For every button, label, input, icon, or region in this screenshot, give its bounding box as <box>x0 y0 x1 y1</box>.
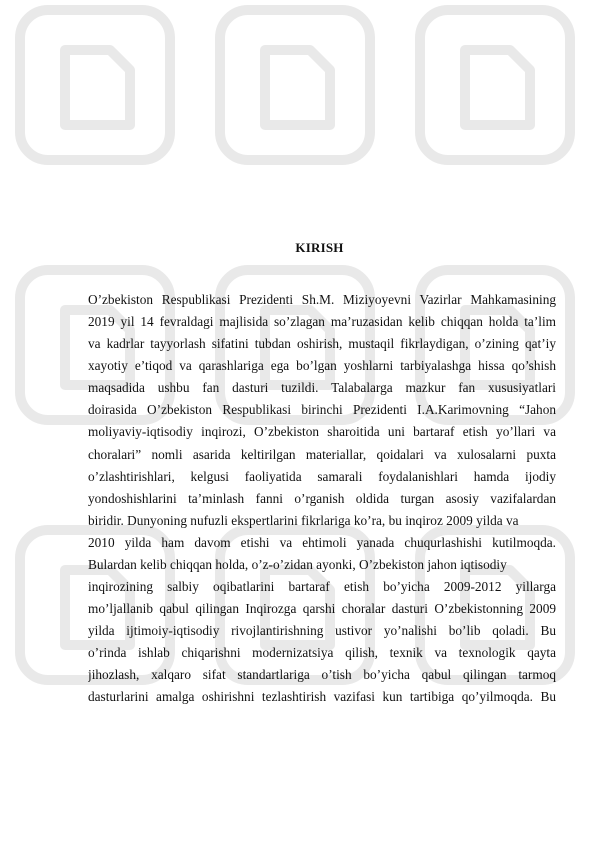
body-line: Bulardan kelib chiqqan holda, o’z-o’zidan ayonki, O’zbekiston jahon iqtisodiy <box>88 556 507 572</box>
body-line: biridir. Dunyoning nufuzli ekspertlarini fikrlariga ko’ra, bu inqiroz 2009 yilda va <box>88 512 519 528</box>
body-line: mo’ljallanib qabul qilingan Inqirozga qarshi choralar dasturi O’zbekistonning 2009 <box>88 601 556 617</box>
body-line: 2019 yil 14 fevraldagi majlisida so’zlagan ma’ruzasidan kelib chiqqan holda ta’lim <box>88 314 556 330</box>
watermark-tile <box>20 10 170 160</box>
body-line: moliyaviy-iqtisodiy inqirozi, O’zbekiston sharoitida uni bartaraf etish yo’llari va <box>88 424 556 440</box>
watermark-document-icon <box>465 50 530 125</box>
body-line: dasturlarini amalga oshirishni tezlashtirish vazifasi kun tartibiga qo’yilmoqda. Bu <box>88 689 556 705</box>
watermark-tile <box>220 10 370 160</box>
body-line: doirasida O’zbekiston Respublikasi birinchi Prezidenti I.A.Karimovning “Jahon <box>88 402 556 418</box>
body-line: xayotiy e’tiqod va qarashlariga ega bo’lgan yoshlarni tarbiyalashga hissa qo’shish <box>88 358 556 374</box>
watermark-tile <box>420 10 570 160</box>
body-line: choralari” nomli asarida keltirilgan materiallar, qoidalari va xulosalarni puxta <box>88 446 556 462</box>
watermark-document-icon <box>265 50 330 125</box>
document-body <box>88 289 556 708</box>
watermark-document-icon <box>65 50 130 125</box>
body-line: yondoshishlarini ta’minlash fanni o’rganish oldida turgan asosiy vazifalardan <box>88 490 556 506</box>
body-line: maqsadida ushbu fan dasturi tuzildi. Talabalarga mazkur fan xususiyatlari <box>88 380 556 396</box>
body-line: 2010 yilda ham davom etishi va ehtimoli yanada chuqurlashishi kutilmoqda. <box>88 534 556 550</box>
body-line: yilda ijtimoiy-iqtisodiy rivojlantirishning ustivor yo’nalishi bo’lib qoladi. Bu <box>88 623 556 639</box>
body-line: inqirozining salbiy oqibatlarini bartaraf etish bo’yicha 2009-2012 yillarga <box>88 579 556 595</box>
body-line: o’zlashtirishlari, kelgusi faoliyatida samarali foydalanishlari hamda ijodiy <box>88 468 556 484</box>
document-title: KIRISH <box>295 240 344 255</box>
body-line: va kadrlar tayyorlash sifatini tubdan oshirish, mustaqil fikrlaydigan, o’zining qat’iy <box>88 336 556 352</box>
body-line: O’zbekiston Respublikasi Prezidenti Sh.M. Miziyoyevni Vazirlar Mahkamasining <box>88 292 556 307</box>
body-line: jihozlash, xalqaro sifat standartlariga o’tish bo’yicha qabul qilingan tarmoq <box>88 667 556 683</box>
body-line: o’rinda ishlab chiqarishni modernizatsiya qilish, texnik va texnologik qayta <box>88 645 556 661</box>
